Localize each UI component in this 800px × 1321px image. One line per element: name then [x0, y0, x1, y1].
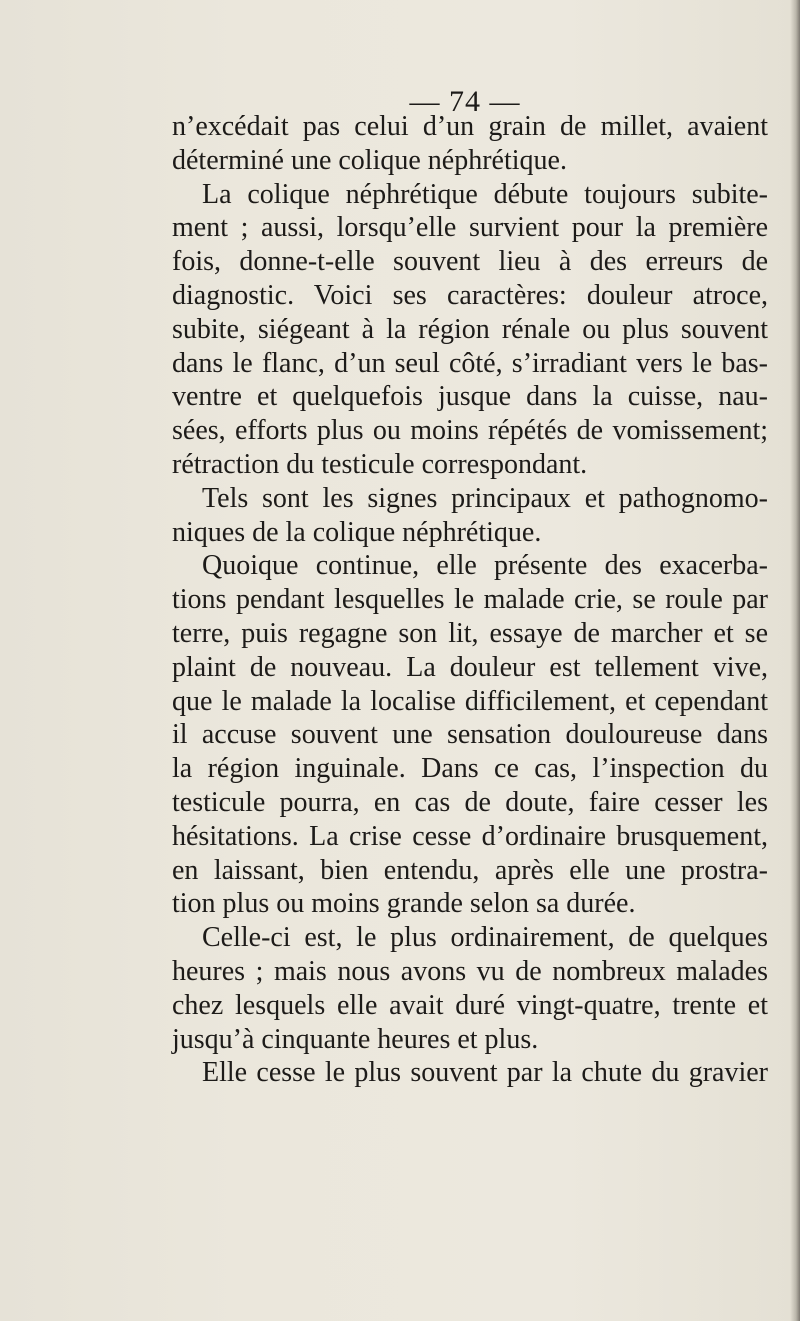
text-line: sées, efforts plus ou moins répétés de vomissement;: [172, 415, 768, 447]
text-line: déterminé une colique néphrétique.: [172, 144, 567, 176]
text-line: Celle-ci est, le plus ordinairement, de quelques: [202, 922, 768, 954]
text-line: subite, siégeant à la région rénale ou plus souvent: [172, 313, 768, 345]
text-line: tions pendant lesquelles le malade crie, se roule par: [172, 584, 768, 616]
text-line: hésitations. La crise cesse d’ordinaire brusquement,: [172, 820, 768, 852]
text-line: ment ; aussi, lorsqu’elle survient pour la première: [172, 212, 768, 244]
text-line: il accuse souvent une sensation douloureuse dans: [172, 719, 768, 751]
page-number: — 74 —: [409, 85, 521, 118]
text-line: fois, donne-t-elle souvent lieu à des erreurs de: [172, 246, 768, 278]
text-line: La colique néphrétique débute toujours subite-: [202, 178, 768, 210]
text-line: chez lesquels elle avait duré vingt-quatre, trente et: [172, 989, 768, 1021]
text-line: testicule pourra, en cas de doute, faire cesser les: [172, 786, 768, 818]
text-line: en laissant, bien entendu, après elle une prostra-: [172, 854, 768, 886]
text-line: ventre et quelquefois jusque dans la cuisse, nau-: [172, 381, 768, 413]
text-line: Tels sont les signes principaux et pathognomo-: [202, 482, 768, 514]
text-line: diagnostic. Voici ses caractères: douleur atroce,: [172, 279, 768, 311]
text-line: dans le flanc, d’un seul côté, s’irradiant vers le bas-: [172, 347, 768, 379]
text-line: niques de la colique néphrétique.: [172, 516, 542, 548]
text-line: la région inguinale. Dans ce cas, l’inspection du: [172, 753, 768, 785]
body-text: [172, 110, 768, 1090]
text-line: jusqu’à cinquante heures et plus.: [172, 1023, 539, 1055]
text-line: Elle cesse le plus souvent par la chute du gravier: [202, 1057, 768, 1089]
text-line: Quoique continue, elle présente des exacerba-: [202, 550, 768, 582]
text-line: tion plus ou moins grande selon sa durée.: [172, 888, 636, 920]
text-line: rétraction du testicule correspondant.: [172, 448, 588, 480]
text-line: terre, puis regagne son lit, essaye de marcher et se: [172, 617, 768, 649]
page-edge-shadow: [790, 0, 800, 1321]
text-line: plaint de nouveau. La douleur est tellement vive,: [172, 651, 768, 683]
text-line: heures ; mais nous avons vu de nombreux malades: [172, 955, 768, 987]
text-line: que le malade la localise difficilement, et cependant: [172, 685, 768, 717]
text-line: n’excédait pas celui d’un grain de millet, avaient: [172, 111, 768, 142]
